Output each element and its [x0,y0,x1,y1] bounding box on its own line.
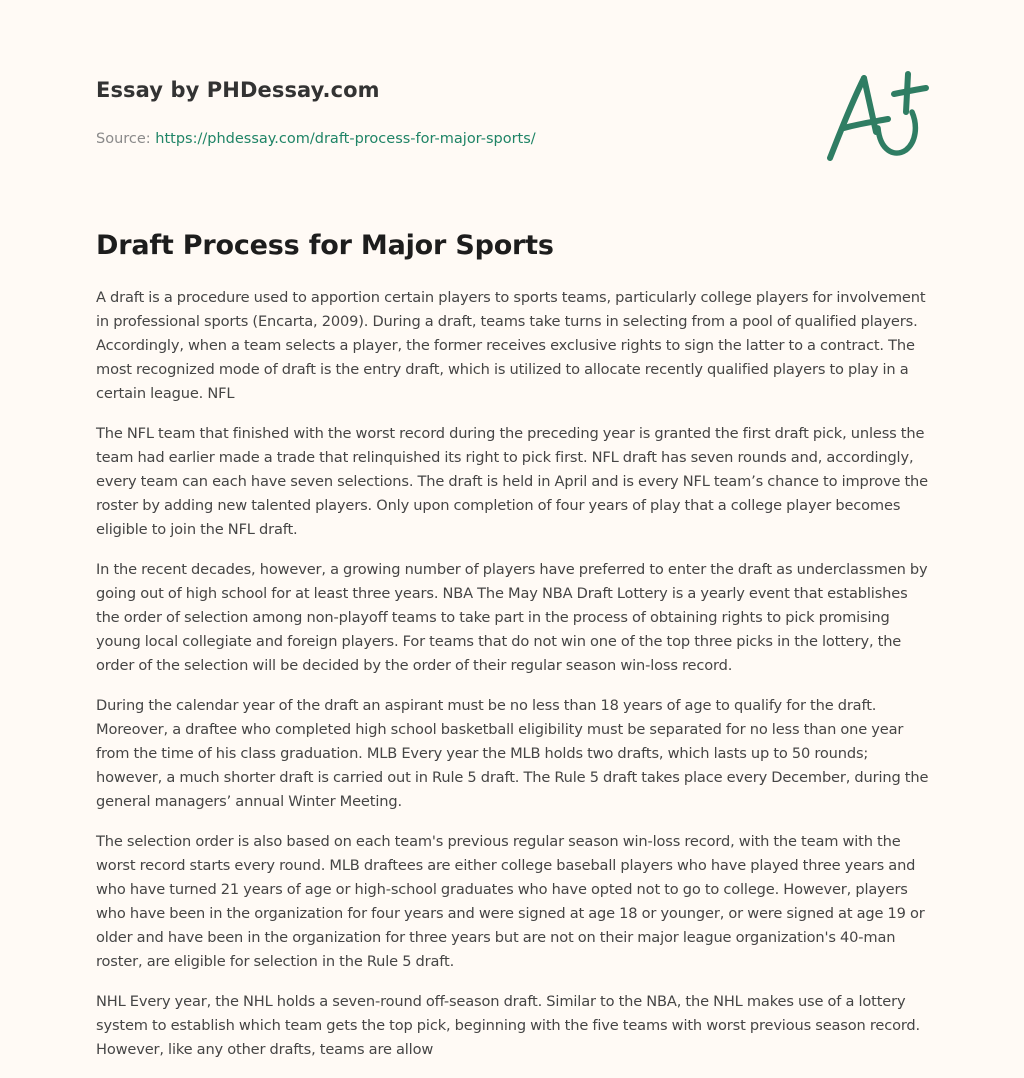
essay-paragraph: During the calendar year of the draft an aspirant must be no less than 18 years of age to qualify for the draft. Moreover, a draftee who completed high school basketball eligibility must be separated for no less than one year from the time of his class graduation. MLB Every year the MLB holds two drafts, which lasts up to 50 rounds; however, a much shorter draft is carried out in Rule 5 draft. The Rule 5 draft takes place every December, during the general managers’ annual Winter Meeting. [96,697,929,810]
a-plus-grade-icon [820,66,932,166]
essay-paragraph: The selection order is also based on each team's previous regular season win-loss record, with the team with the worst record starts every round. MLB draftees are either college baseball players who have played three years and who have turned 21 years of age or high-school graduates who have opted not to go to college. However, players who have been in the organization for four years and were signed at age 18 or younger, or were signed at age 19 or older and have been in the organization for three years but are not on their major league organization's 40-man roster, are eligible for selection in the Rule 5 draft. [96,833,925,970]
source-label: Source: [96,131,156,147]
essay-title: Draft Process for Major Sports [96,230,554,261]
essay-paragraph: A draft is a procedure used to apportion certain players to sports teams, particularly college players for involvement in professional sports (Encarta, 2009). During a draft, teams take turns in selecting from a pool of qualified players. Accordingly, when a team selects a player, the former receives exclusive rights to sign the latter to a contract. The most recognized mode of draft is the entry draft, which is utilized to allocate recently qualified players to play in a certain league. NFL [96,289,926,402]
source-link[interactable]: https://phdessay.com/draft-process-for-major-sports/ [155,131,536,147]
essay-paragraph: In the recent decades, however, a growing number of players have preferred to enter the draft as underclassmen by going out of high school for at least three years. NBA The May NBA Draft Lottery is a yearly event that establishes the order of selection among non-playoff teams to take part in the process of obtaining rights to pick promising young local collegiate and foreign players. For teams that do not win one of the top three picks in the lottery, the order of the selection will be decided by the order of their regular season win-loss record. [96,561,928,674]
essay-paragraph: The NFL team that finished with the worst record during the preceding year is granted the first draft pick, unless the team had earlier made a trade that relinquished its right to pick first. NFL draft has seven rounds and, accordingly, every team can each have seven selections. The draft is held in April and is every NFL team’s chance to improve the roster by adding new talented players. Only upon completion of four years of play that a college player becomes eligible to join the NFL draft. [96,425,928,538]
source-line [96,129,796,149]
essay-paragraph: NHL Every year, the NHL holds a seven-round off-season draft. Similar to the NBA, the NHL makes use of a lottery system to establish which team gets the top pick, beginning with the five teams with worst previous season record. However, like any other drafts, teams are allow [96,993,921,1058]
brand-title: Essay by PHDessay.com [96,78,380,102]
essay-header [96,76,796,149]
essay-body [96,286,932,1078]
